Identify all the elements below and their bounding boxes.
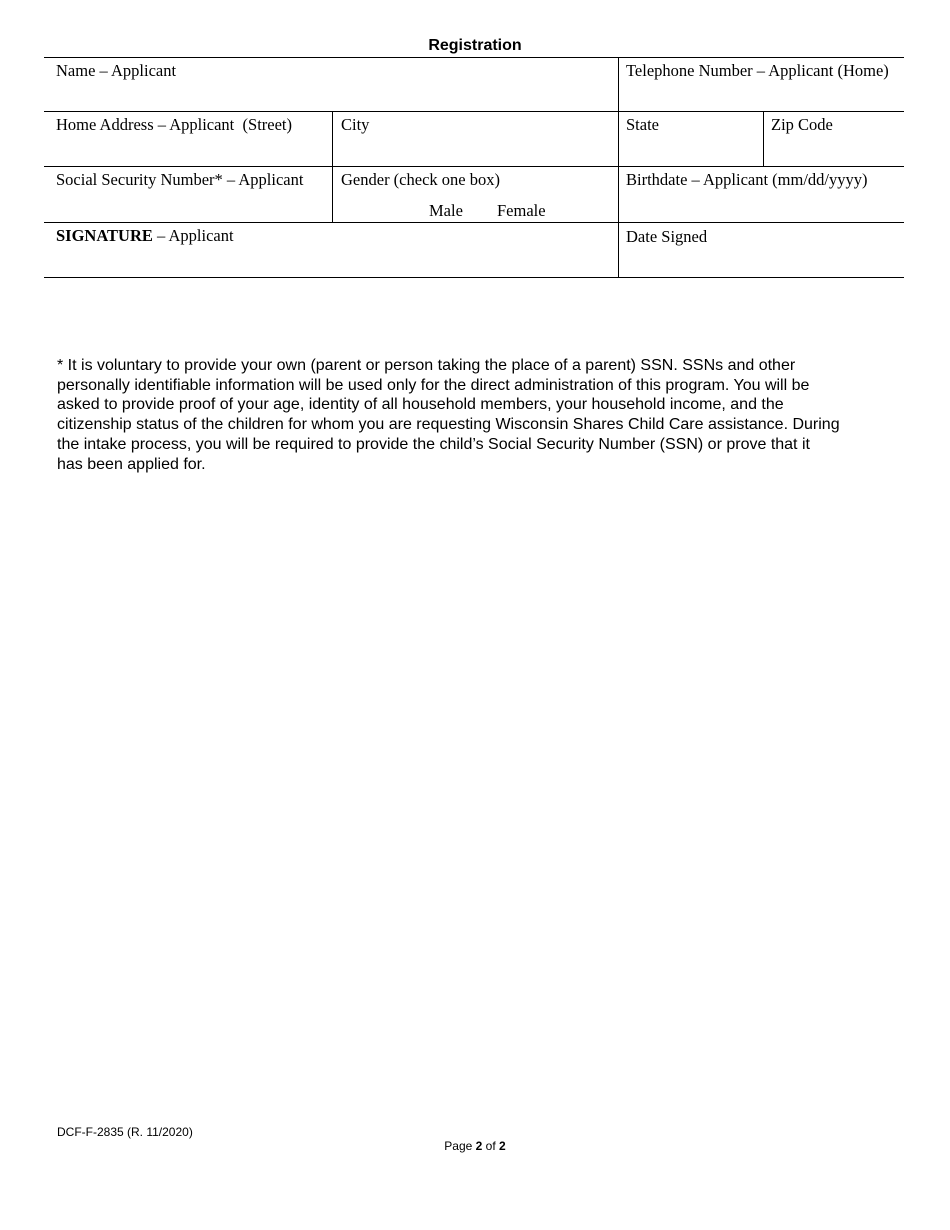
home-address-label: Home Address – Applicant (Street) <box>56 115 292 134</box>
state-label: State <box>626 115 659 134</box>
birthdate-field[interactable] <box>626 170 868 190</box>
page-number <box>0 1139 950 1153</box>
footnote-line: personally identifiable information will be used only for the direct administration of this program. You will be <box>57 376 810 394</box>
name-applicant-label: Name – Applicant <box>56 61 177 80</box>
telephone-field[interactable] <box>626 61 889 81</box>
table-bottom-rule <box>44 277 904 278</box>
signature-label-rest: – Applicant <box>152 226 234 245</box>
zip-code-field[interactable] <box>771 115 833 135</box>
ssn-label: Social Security Number* – Applicant <box>56 170 304 189</box>
date-signed-field[interactable] <box>626 227 707 247</box>
state-field[interactable] <box>626 115 659 135</box>
form-title: Registration <box>428 37 522 54</box>
birthdate-label: Birthdate – Applicant (mm/dd/yyyy) <box>626 170 868 189</box>
form-id: DCF-F-2835 (R. 11/2020) <box>57 1125 193 1139</box>
signature-field[interactable] <box>56 226 234 246</box>
city-field[interactable] <box>341 115 369 135</box>
date-signed-label: Date Signed <box>626 227 708 246</box>
row-divider-1 <box>44 111 904 112</box>
gender-female-label: Female <box>497 201 546 220</box>
city-label: City <box>341 115 370 134</box>
footnote-line: the intake process, you will be required to provide the child’s Social Security Number (SSN) or prove that it <box>57 435 810 453</box>
column-divider-left <box>332 111 333 223</box>
page-current: 2 <box>475 1139 483 1153</box>
signature-label-bold: SIGNATURE <box>56 226 153 245</box>
row-divider-2 <box>44 166 904 167</box>
name-applicant-field[interactable] <box>56 61 176 81</box>
gender-male-option[interactable] <box>429 201 463 221</box>
telephone-label: Telephone Number – Applicant (Home) <box>626 61 889 80</box>
gender-female-option[interactable] <box>497 201 546 221</box>
ssn-field[interactable] <box>56 170 303 190</box>
footnote-line: citizenship status of the children for whom you are requesting Wisconsin Shares Child Care assistance. During <box>57 416 840 434</box>
footnote-line: asked to provide proof of your age, identity of all household members, your household income, and the <box>57 396 784 414</box>
page-total: 2 <box>499 1139 506 1153</box>
column-divider-right <box>763 111 764 167</box>
column-divider-center <box>618 57 619 278</box>
table-top-rule <box>44 57 904 58</box>
row-divider-3 <box>44 222 904 223</box>
page-of: of <box>482 1139 500 1153</box>
gender-label: Gender (check one box) <box>341 170 500 189</box>
zip-code-label: Zip Code <box>771 115 833 134</box>
footnote-line: * It is voluntary to provide your own (parent or person taking the place of a parent) SSN. SSNs and other <box>57 357 796 374</box>
gender-male-label: Male <box>429 201 463 220</box>
home-address-field[interactable] <box>56 115 292 135</box>
footnote-line: has been applied for. <box>57 455 206 473</box>
ssn-footnote <box>57 356 907 474</box>
page-prefix: Page <box>444 1139 476 1153</box>
